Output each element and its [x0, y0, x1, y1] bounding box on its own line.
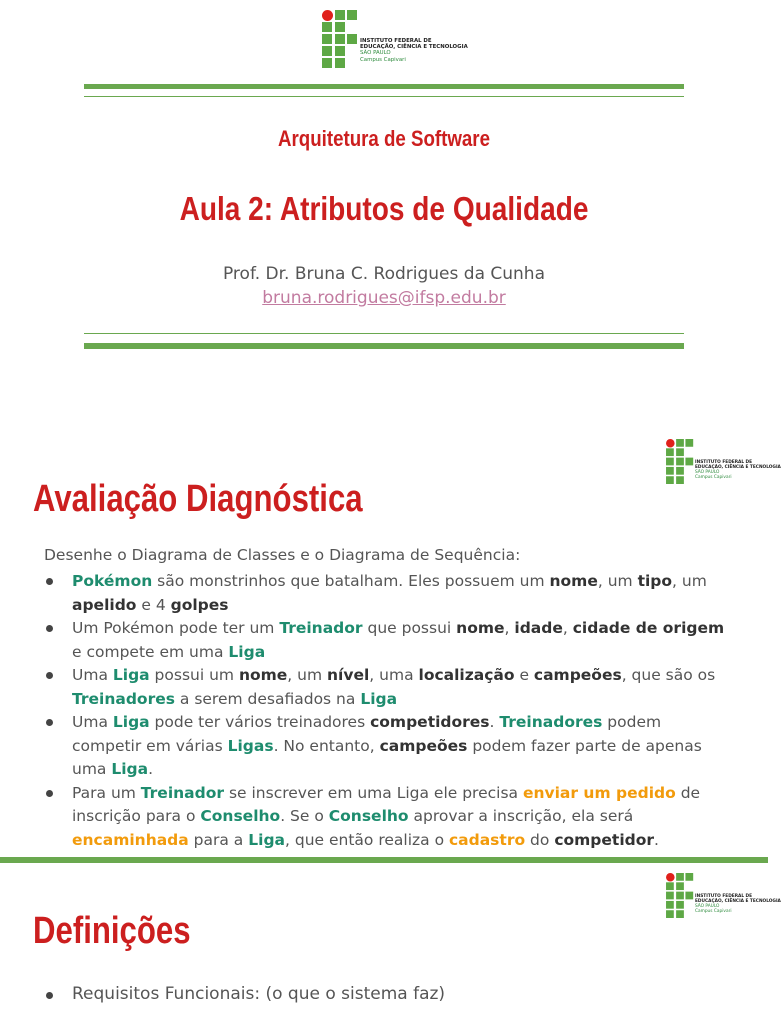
list-item: [44, 570, 744, 617]
ifsp-logo: [666, 873, 781, 918]
entity-term: Conselho: [328, 807, 409, 825]
text-run: , uma: [369, 666, 419, 684]
text-run: ,: [504, 619, 515, 637]
text-run: . Se o: [280, 807, 329, 825]
entity-term: Liga: [248, 830, 285, 849]
attribute-term: nível: [327, 666, 370, 684]
list-item-line: [72, 829, 744, 853]
action-term: cadastro: [448, 830, 526, 849]
list-item-line: [72, 711, 744, 735]
list-item: [44, 984, 445, 1004]
course-title: Arquitetura de Software: [278, 126, 490, 151]
text-run: Para um: [72, 783, 141, 802]
text-run: Uma: [72, 666, 113, 684]
text-run: do: [525, 830, 555, 849]
text-run: e compete em uma: [72, 642, 229, 661]
author-email-link[interactable]: bruna.rodrigues@ifsp.edu.br: [262, 288, 506, 308]
text-run: . No entanto,: [273, 736, 380, 755]
entity-term: Ligas: [227, 736, 274, 755]
entity-term: Liga: [111, 760, 149, 778]
top-rule: [84, 84, 684, 89]
text-run: Um Pokémon pode ter um: [72, 619, 280, 637]
attribute-term: competidor: [554, 830, 655, 849]
attribute-term: campeões: [379, 736, 468, 755]
attribute-term: apelido: [72, 595, 137, 614]
text-run: , um: [597, 572, 638, 590]
entity-term: Treinadores: [499, 713, 603, 731]
attribute-term: cidade de origem: [572, 619, 725, 637]
intro-text: Desenhe o Diagrama de Classes e o Diagrama de Sequência:: [44, 546, 521, 564]
entity-term: Treinador: [140, 783, 225, 802]
list-item-line: [72, 782, 744, 806]
attribute-term: competidores: [370, 713, 490, 731]
top-thin-rule: [84, 96, 684, 97]
text-run: .: [654, 830, 659, 849]
slide-heading: Avaliação Diagnóstica: [33, 478, 363, 520]
text-run: para a: [188, 830, 249, 849]
attribute-term: nome: [238, 666, 288, 684]
author-name: Prof. Dr. Bruna C. Rodrigues da Cunha: [222, 264, 545, 284]
attribute-term: nome: [456, 619, 505, 637]
attribute-term: nome: [549, 572, 598, 590]
text-run: , um: [287, 666, 328, 684]
entity-term: Pokémon: [72, 572, 153, 590]
text-run: , que então realiza o: [285, 830, 449, 849]
ifsp-logo-mark-icon: [666, 439, 694, 484]
slide-heading: Definições: [33, 910, 191, 952]
attribute-term: localização: [418, 666, 515, 684]
text-run: podem fazer parte de apenas: [467, 736, 702, 755]
action-term: encaminhada: [72, 830, 189, 849]
bullet-list: [44, 570, 744, 852]
entity-term: Liga: [228, 642, 266, 661]
entity-term: Liga: [112, 666, 150, 684]
list-item: [44, 617, 744, 664]
text-run: que possui: [362, 619, 457, 637]
list-item: [44, 664, 744, 711]
entity-term: Treinador: [279, 619, 363, 637]
slide-title: [0, 0, 768, 375]
text-run: inscrição para o: [72, 807, 201, 825]
list-item-line: [72, 570, 744, 594]
bottom-rule: [84, 343, 684, 349]
bullet-icon: [46, 719, 53, 726]
bullet-icon: [46, 578, 53, 585]
bullet-icon: [46, 672, 53, 679]
logo-text: INSTITUTO FEDERAL DE EDUCAÇÃO, CIÊNCIA E TECNOLOGIA SÃO PAULO Campus Capivari: [695, 460, 781, 480]
list-item-line: [72, 641, 744, 665]
logo-text: INSTITUTO FEDERAL DE EDUCAÇÃO, CIÊNCIA E TECNOLOGIA SÃO PAULO Campus Capivari: [360, 38, 468, 63]
action-term: enviar um pedido: [522, 783, 676, 802]
text-run: a serem desafiados na: [174, 689, 361, 708]
entity-term: Liga: [360, 689, 398, 708]
list-item-text: Requisitos Funcionais: (o que o sistema faz): [72, 984, 446, 1004]
lecture-title: Aula 2: Atributos de Qualidade: [179, 190, 589, 227]
list-item: [44, 782, 744, 853]
text-run: de: [675, 783, 701, 802]
list-item-line: [72, 617, 744, 641]
text-run: competir em várias: [72, 736, 228, 755]
text-run: , que são os: [621, 666, 716, 684]
list-item-line: [72, 758, 744, 782]
ifsp-logo-mark-icon: [322, 10, 358, 68]
entity-term: Conselho: [200, 807, 281, 825]
bullet-icon: [46, 625, 53, 632]
bullet-icon: [46, 992, 53, 999]
text-run: .: [489, 713, 500, 731]
attribute-term: idade: [514, 619, 563, 637]
entity-term: Liga: [112, 713, 150, 731]
list-item-line: [72, 805, 744, 829]
attribute-term: tipo: [637, 572, 673, 590]
text-run: pode ter vários treinadores: [149, 713, 371, 731]
text-run: aprovar a inscrição, ela será: [408, 807, 634, 825]
attribute-term: golpes: [170, 595, 229, 614]
text-run: e: [514, 666, 534, 684]
bullet-icon: [46, 790, 53, 797]
text-run: se inscrever em uma Liga ele precisa: [224, 783, 523, 802]
list-item-line: [72, 664, 744, 688]
bottom-thin-rule: [84, 333, 684, 334]
author-email-wrap: [0, 288, 768, 308]
ifsp-logo-mark-icon: [666, 873, 694, 918]
list-item-line: [72, 688, 744, 712]
text-run: possui um: [149, 666, 239, 684]
ifsp-logo: [322, 10, 468, 68]
list-item-line: [72, 735, 744, 759]
entity-term: Treinadores: [72, 689, 175, 708]
text-run: Uma: [72, 713, 113, 731]
logo-text: INSTITUTO FEDERAL DE EDUCAÇÃO, CIÊNCIA E TECNOLOGIA SÃO PAULO Campus Capivari: [695, 894, 781, 914]
text-run: são monstrinhos que batalham. Eles possuem um: [152, 572, 550, 590]
text-run: , um: [672, 572, 707, 590]
text-run: .: [148, 760, 154, 778]
attribute-term: campeões: [533, 666, 622, 684]
list-item-line: [72, 594, 744, 618]
ifsp-logo: [666, 439, 781, 484]
list-item: [44, 711, 744, 782]
text-run: uma: [72, 760, 112, 778]
text-run: e 4: [136, 595, 171, 614]
text-run: ,: [562, 619, 573, 637]
text-run: podem: [602, 713, 662, 731]
